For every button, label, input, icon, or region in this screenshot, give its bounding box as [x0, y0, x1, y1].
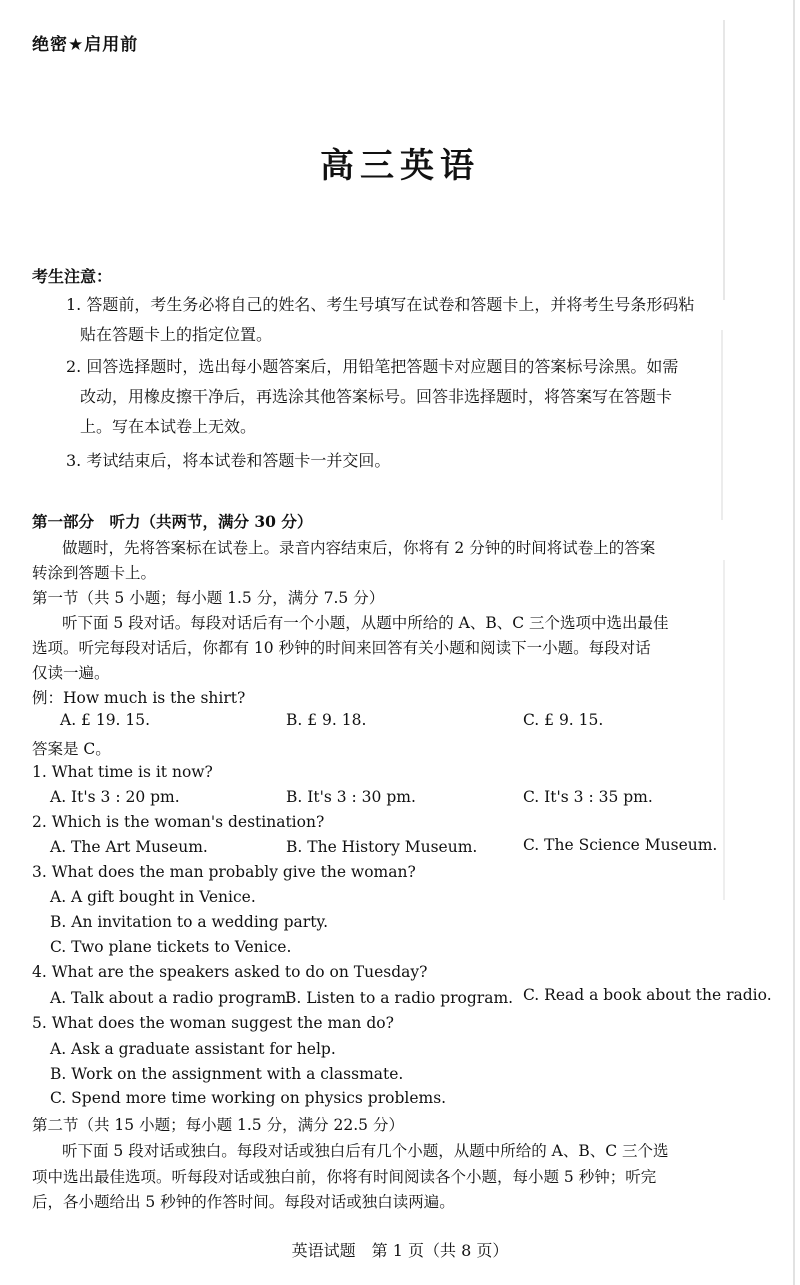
- question-2: 2. Which is the woman's destination?: [32, 813, 325, 831]
- question-5: 5. What does the woman suggest the man do?: [32, 1014, 394, 1032]
- section2-desc-line3: 后，各小题给出 5 秒钟的作答时间。每段对话或独白读两遍。: [32, 1193, 455, 1211]
- section1-desc-line3: 仅读一遍。: [32, 664, 110, 682]
- question-5-option-a: A. Ask a graduate assistant for help.: [50, 1040, 336, 1058]
- section1-desc-line1: 听下面 5 段对话。每段对话后有一个小题，从题中所给的 A、B、C 三个选项中选出最佳: [62, 614, 669, 632]
- part1-heading: 第一部分 听力（共两节，满分 30 分）: [32, 512, 313, 531]
- example-question: 例：How much is the shirt?: [32, 689, 246, 707]
- example-option-a: A. £ 19. 15.: [60, 711, 151, 729]
- notice-heading: 考生注意：: [32, 267, 113, 286]
- question-1-option-b: B. It's 3 : 30 pm.: [286, 788, 416, 806]
- question-3-option-b: B. An invitation to a wedding party.: [50, 913, 329, 931]
- scan-edge-shadow: [714, 0, 800, 1285]
- question-4-option-b: B. Listen to a radio program.: [285, 989, 514, 1007]
- question-3: 3. What does the man probably give the woman?: [32, 863, 416, 881]
- question-1-option-c: C. It's 3 : 35 pm.: [523, 788, 653, 806]
- confidential-label: 绝密★启用前: [32, 35, 139, 55]
- question-2-option-b: B. The History Museum.: [286, 838, 478, 856]
- notice-item-1: 1. 答题前，考生务必将自己的姓名、考生号填写在试卷和答题卡上，并将考生号条形码粘 贴在答题卡上的指定位置。: [66, 295, 695, 344]
- section2-desc-line1: 听下面 5 段对话或独白。每段对话或独白后有几个小题，从题中所给的 A、B、C 三个选: [62, 1142, 669, 1160]
- question-3-option-a: A. A gift bought in Venice.: [50, 888, 256, 906]
- notice-item-2: 2. 回答选择题时，选出每小题答案后，用铅笔把答题卡对应题目的答案标号涂黑。如需 改动，用橡皮擦干净后，再选涂其他答案标号。回答非选择题时，将答案写在答题卡 上。写在本试卷上无效。: [66, 357, 679, 436]
- question-3-option-c: C. Two plane tickets to Venice.: [50, 938, 292, 956]
- example-option-c: C. £ 9. 15.: [523, 711, 604, 729]
- notice-item-3: 3. 考试结束后，将本试卷和答题卡一并交回。: [66, 451, 391, 470]
- example-option-b: B. £ 9. 18.: [286, 711, 367, 729]
- question-5-option-b: B. Work on the assignment with a classmate.: [50, 1065, 404, 1083]
- section2-heading: 第二节（共 15 小题；每小题 1.5 分，满分 22.5 分）: [32, 1116, 404, 1134]
- section1-heading: 第一节（共 5 小题；每小题 1.5 分，满分 7.5 分）: [32, 589, 385, 607]
- page-title: 高三英语: [320, 146, 480, 186]
- question-1-option-a: A. It's 3 : 20 pm.: [50, 788, 180, 806]
- question-4-option-a: A. Talk about a radio program.: [50, 989, 292, 1007]
- question-5-option-c: C. Spend more time working on physics problems.: [50, 1089, 447, 1107]
- section1-desc-line2: 选项。听完每段对话后，你都有 10 秒钟的时间来回答有关小题和阅读下一小题。每段对话: [32, 639, 651, 657]
- page-footer: 英语试题 第 1 页（共 8 页）: [291, 1241, 509, 1260]
- question-2-option-a: A. The Art Museum.: [50, 838, 208, 856]
- question-4: 4. What are the speakers asked to do on Tuesday?: [32, 963, 428, 981]
- part1-intro-line1: 做题时，先将答案标在试卷上。录音内容结束后，你将有 2 分钟的时间将试卷上的答案: [62, 539, 656, 557]
- question-4-option-c: C. Read a book about the radio.: [523, 986, 772, 1004]
- part1-intro-line2: 转涂到答题卡上。: [32, 564, 157, 582]
- question-2-option-c: C. The Science Museum.: [523, 836, 718, 854]
- section2-desc-line2: 项中选出最佳选项。听每段对话或独白前，你将有时间阅读各个小题，每小题 5 秒钟；听完: [32, 1168, 657, 1186]
- question-1: 1. What time is it now?: [32, 763, 213, 781]
- example-answer: 答案是 C。: [32, 740, 111, 758]
